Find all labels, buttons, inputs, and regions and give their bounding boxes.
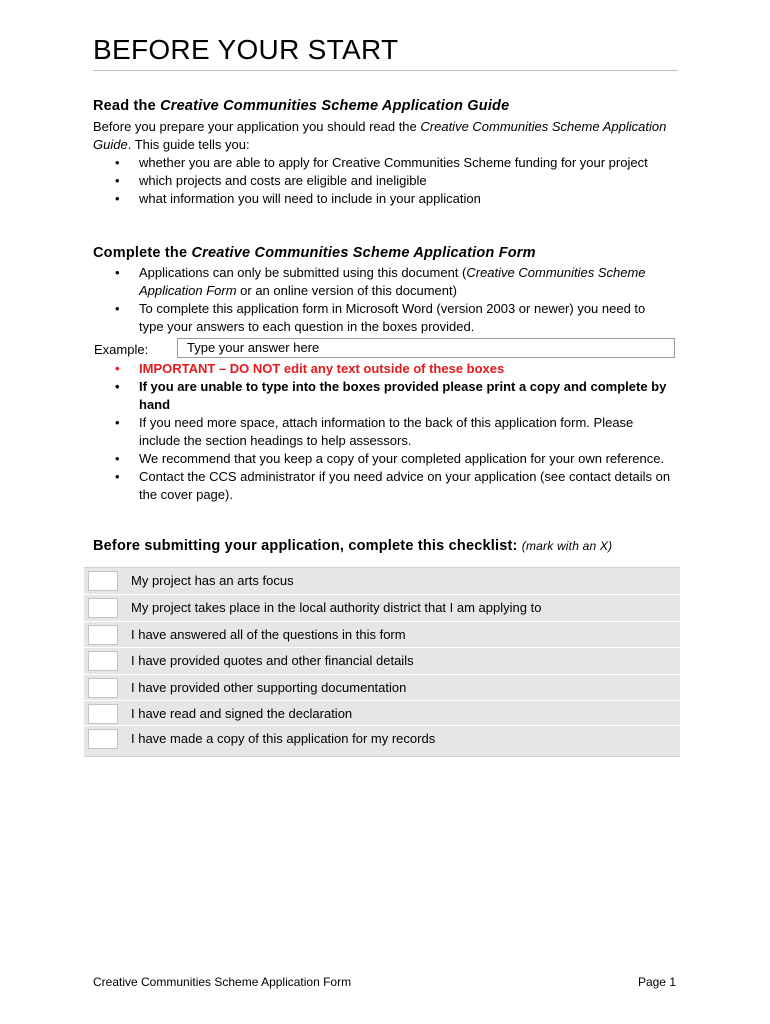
checkbox[interactable]: [88, 704, 118, 724]
checklist-item-label: I have provided other supporting documentation: [131, 680, 407, 695]
checkbox[interactable]: [88, 598, 118, 618]
checklist-row: [84, 568, 680, 594]
example-answer-box[interactable]: Type your answer here: [177, 338, 675, 358]
checklist-row: [84, 647, 680, 674]
section-heading-read-guide: [93, 98, 509, 114]
heading-italic-text: Creative Communities Scheme Application Guide: [160, 98, 510, 114]
intro-paragraph: [93, 118, 673, 154]
checkbox[interactable]: [88, 729, 118, 749]
list-item: • what information you will need to include in your application: [93, 190, 673, 208]
checklist-item-label: I have read and signed the declaration: [131, 706, 353, 721]
page-title: BEFORE YOUR START: [93, 34, 678, 71]
checkbox[interactable]: [88, 651, 118, 671]
intro-text: Before you prepare your application you should read the: [93, 119, 421, 134]
checklist-row: [84, 700, 680, 727]
checkbox[interactable]: [88, 678, 118, 698]
list-item: • If you are unable to type into the boxes provided please print a copy and complete by hand: [93, 378, 673, 414]
checklist-item-label: I have provided quotes and other financial details: [131, 653, 414, 668]
checklist-row: [84, 621, 680, 648]
list-item: • If you need more space, attach information to the back of this application form. Please include the section headings to help assessors.: [93, 414, 673, 450]
guide-bullet-list: [93, 154, 673, 208]
checklist-row: [84, 674, 680, 701]
intro-italic-text: Creative Communities Scheme Application Guide: [93, 119, 667, 152]
footer-document-title: Creative Communities Scheme Application Form: [93, 975, 352, 989]
checklist-table: [84, 567, 680, 757]
instructions-bullet-list: [93, 360, 673, 504]
example-label: Example:: [94, 342, 149, 357]
checklist-item-label: My project takes place in the local authority district that I am applying to: [131, 600, 542, 615]
checklist-heading: [93, 538, 612, 554]
list-item: • which projects and costs are eligible and ineligible: [93, 172, 673, 190]
bullet-italic-text: Creative Communities Scheme Application Form: [139, 265, 646, 298]
intro-suffix-text: . This guide tells you:: [127, 137, 250, 152]
heading-italic-text: Creative Communities Scheme Application Form: [191, 245, 536, 261]
checklist-item-label: My project has an arts focus: [131, 573, 294, 588]
list-item: [93, 264, 673, 300]
heading-text: Complete the: [93, 245, 192, 261]
checkbox[interactable]: [88, 625, 118, 645]
checklist-hint: (mark with an X): [521, 539, 613, 553]
list-item: • We recommend that you keep a copy of your completed application for your own reference.: [93, 450, 673, 468]
checklist-item-label: I have made a copy of this application for my records: [131, 731, 436, 746]
checklist-item-label: I have answered all of the questions in this form: [131, 627, 406, 642]
list-item: • whether you are able to apply for Creative Communities Scheme funding for your project: [93, 154, 673, 172]
bullet-text: Applications can only be submitted using this document (: [139, 265, 467, 280]
footer-page-number: Page 1: [637, 975, 676, 989]
section-heading-complete-form: [93, 245, 536, 261]
important-notice: • IMPORTANT – DO NOT edit any text outside of these boxes: [93, 360, 673, 378]
bullet-suffix-text: or an online version of this document): [236, 283, 457, 298]
checkbox[interactable]: [88, 571, 118, 591]
list-item: • Contact the CCS administrator if you need advice on your application (see contact details on the cover page).: [93, 468, 673, 504]
checklist-heading-text: Before submitting your application, complete this checklist:: [93, 538, 518, 554]
list-item: • To complete this application form in Microsoft Word (version 2003 or newer) you need to type your answers to each question in the boxes provided.: [93, 300, 673, 336]
form-bullet-list: [93, 264, 673, 336]
heading-text: Read the: [93, 98, 161, 114]
checklist-row: [84, 725, 680, 752]
checklist-row: [84, 594, 680, 621]
